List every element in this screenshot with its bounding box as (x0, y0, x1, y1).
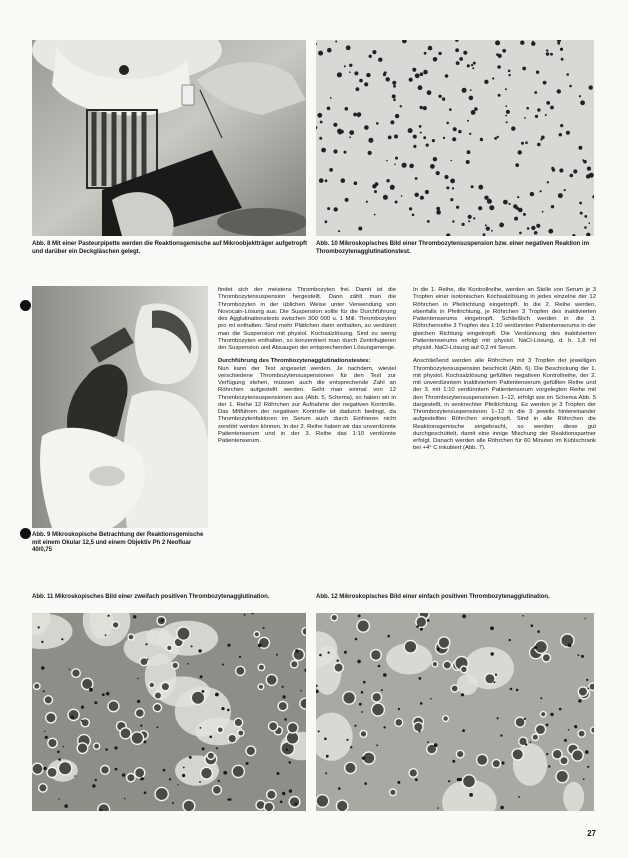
column1-paragraph-1: findet sich der meistens Thrombozyten frei. Damit ist die Thrombozytensuspension hergestellt. Dann zählt man die Thrombozyten in der üblichen Weise unter Verwendung von Novocain-Lösung aus. Die Suspension sollte für die Durchführung des Agglutinationstests zwischen 300 000 u. 1 Mill. Thrombozyten pro ml enthalten. Sind mehr Plättchen darin enthalten, so verdünnt man die Suspension mit physiol. Kochsalzlösung. Sind zu wenig Thrombozyten enthalten, so konzentriert man durch Zentrifugieren der Suspension und Absaugen der entsprechenden Lösungsmenge. (218, 287, 396, 351)
column2-paragraph-2: Anschließend werden alle Röhrchen mit 3 Tropfen der jeweiligen Thrombozytensuspension beschickt (Abb. 6). Die Beschickung der 1. mit physiol. Kochsalzlösung gefüllten negativen Kontrollreihe, der 2. mit unverdünntem inaktiviertem Patientenserum gefüllten Reihe und der 3. mit 1:10 verdünntem Patientenserum vorgelegten Reihe mit den Thrombozytensuspensionen 1–12, erfolgt wie im Schema Abb. 5 dargestellt, in senkrechter Pfeilrichtung. Es werden je 3 Tropfen der Thrombozytensuspensionen 1–12 in die 3 jeweils hintereinander aufgestellten Röhrchen eingetropft. Sind in alle Röhrchen die Reaktionsgemische eingebracht, so werden diese gut durchgeschüttelt, damit eine innige Mischung der Reaktionspartner erfolgt. Danach werden alle Röhrchen für 60 Minuten im Kühlschrank bei +4° C inkubiert (Abb. 7). (413, 358, 596, 452)
binder-hole-top (20, 300, 31, 311)
photo-abb12 (316, 613, 594, 811)
text-column-1 (218, 287, 396, 445)
text-column-2 (413, 287, 596, 453)
photo-abb9 (32, 286, 208, 528)
caption-abb12: Abb. 12 Mikroskopisches Bild einer einfach positiven Thrombozytenagglutination. (316, 593, 550, 600)
caption-abb10: Abb. 10 Mikroskopisches Bild einer Thrombozytensuspension bzw. einer negativen Reaktion im Thrombozytenagglutinationstest. (316, 240, 589, 255)
column2-paragraph-1: In die 1. Reihe, die Kontrollreihe, werden an Stelle von Serum je 3 Tropfen einer isotonischen Kochsalzlösung in jedes einzelne der 12 Röhrchen in Pfeilrichtung eingetropft. In die 2. Reihe werden, ebenfalls in Pfeilrichtung, je Röhrchen 3 Tropfen des inaktivierten Patientenserums eingetropft. Schließlich werden in die 3. Röhrchenreihe 3 Tropfen des 1:10 verdünnten Patientenserums in der gleichen Richtung eingetropft. Die Verdünnung des inaktivierten Patientenserums erfolgt mit physiol. NaCl-Lösung, d. h. 1,8 ml physiol. NaCl-Lösung auf 0,2 ml Serum. (413, 287, 596, 351)
photo-abb11 (32, 613, 306, 811)
column1-heading: Durchführung des Thrombozytenagglutinationstestes: (218, 358, 371, 365)
column1-paragraph-2: Nun kann der Test angesetzt werden. Je nachdem, wieviel verschiedene Thrombozytensuspensionen für den Test zur Verfügung stehen, müssen auch die entsprechende Zahl an Röhrchen aufgestellt werden. Geht man einmal von 12 Thrombozytensuspensionen aus (Abb. 5, Schema), so haben wir in der 1. Reihe 12 Röhrchen zur Aufnahme der negativen Kontrolle. Das Mitführen der negativen Kontrolle ist dadurch bedingt, da Thrombozytenfaktoren im Serum auch durch Einfrieren nicht zerstört werden können. In der 2. Reihe haben wir das unverdünnte Patientenserum und in der 3. Reihe das 1:10 verdünnte Patientenserum. (218, 365, 396, 444)
photo-abb10 (316, 40, 594, 236)
binder-hole-bottom (20, 528, 31, 539)
caption-abb9: Abb. 9 Mikroskopische Betrachtung der Reaktionsgemische mit einem Okular 12,5 und einem Objektiv Ph 2 Neofluar 40/0,75 (32, 531, 204, 554)
caption-abb8: Abb. 8 Mit einer Pasteurpipette werden die Reaktionsgemische auf Mikroobjektträger aufgetropft und darüber ein Deckgläschen gelegt. (32, 240, 307, 255)
caption-abb11: Abb. 11 Mikroskopisches Bild einer zweifach positiven Thrombozytenagglutination. (32, 593, 270, 600)
page-number: 27 (587, 829, 596, 838)
photo-abb8 (32, 40, 306, 236)
